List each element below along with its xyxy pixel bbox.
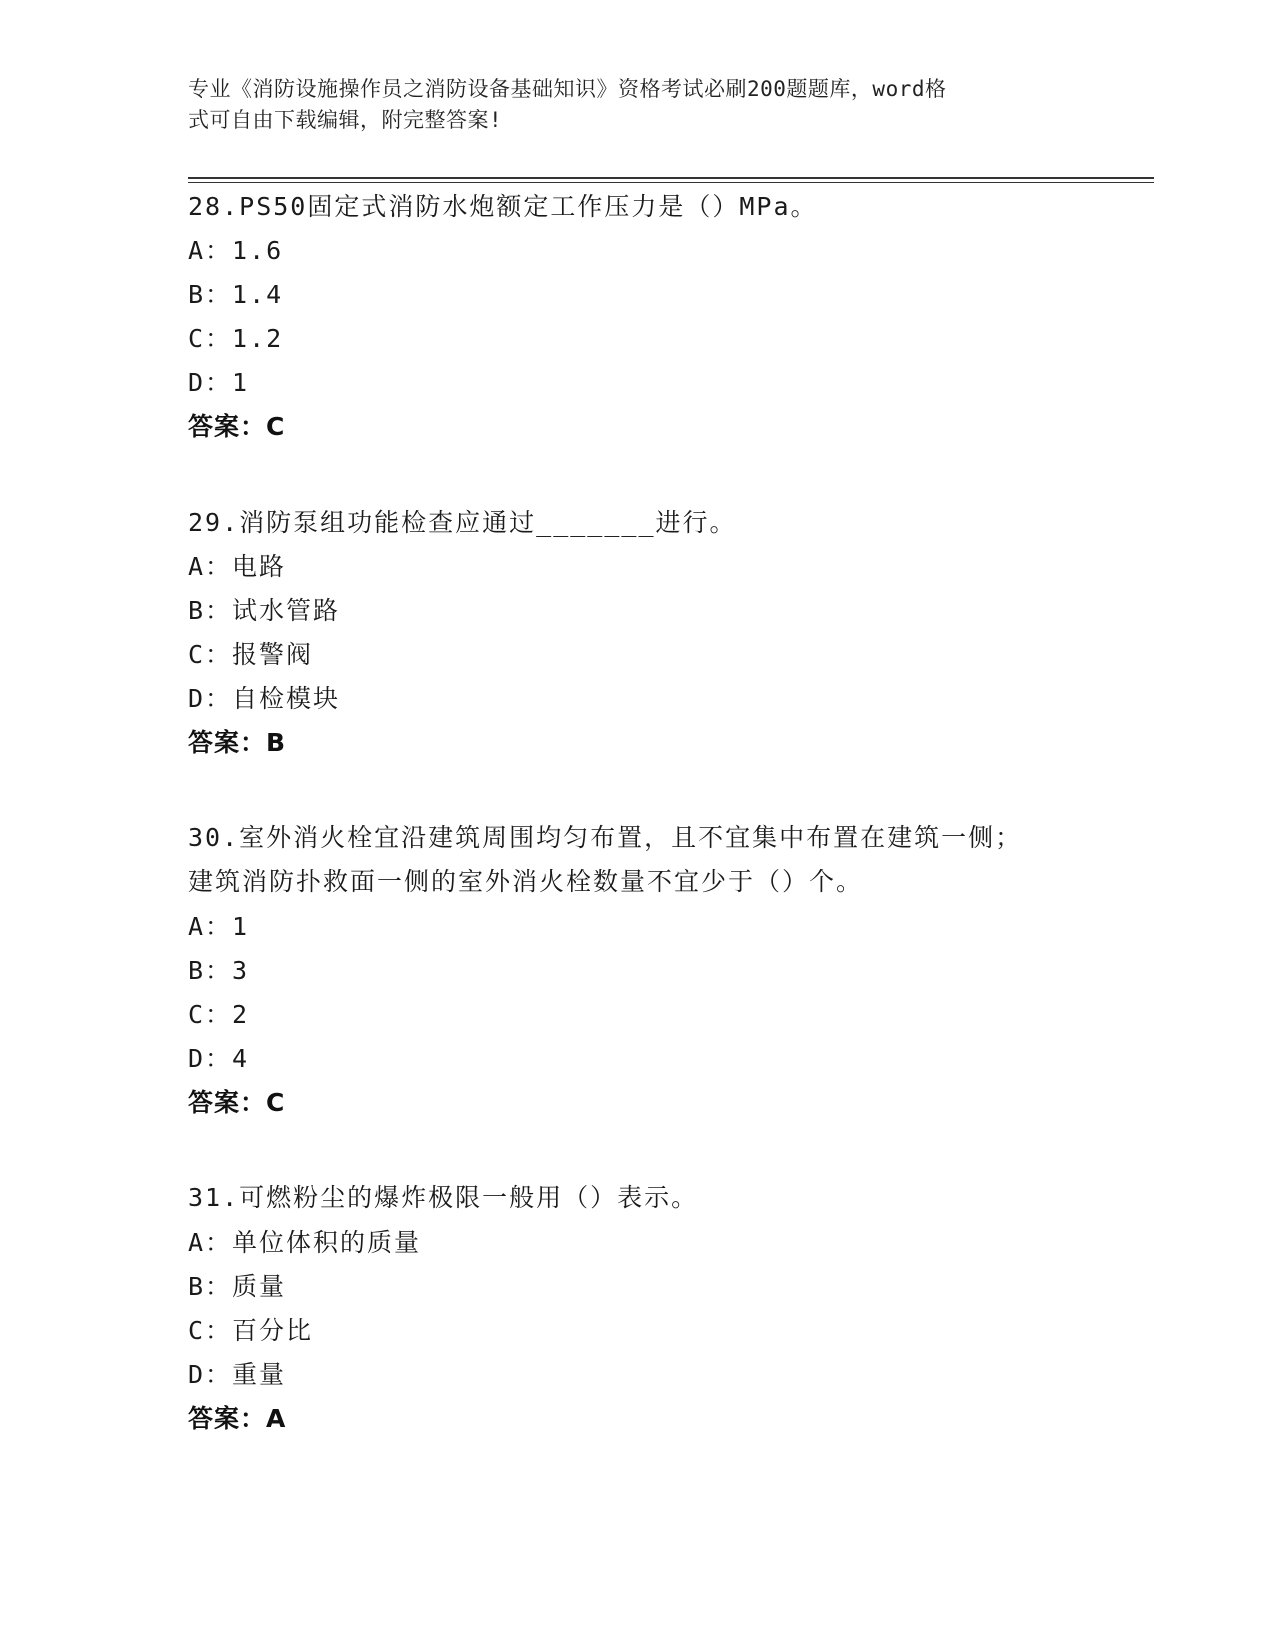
question-stem: 29.消防泵组功能检查应通过_______进行。: [188, 508, 737, 537]
option-a: A：1.6: [188, 236, 284, 265]
option-a: A：1: [188, 912, 250, 941]
option-d: D：重量: [188, 1360, 287, 1389]
option-b: B：试水管路: [188, 596, 341, 625]
option-a: A：电路: [188, 552, 287, 581]
document-header: [188, 74, 1068, 136]
question-stem: 30.室外消火栓宜沿建筑周围均匀布置，且不宜集中布置在建筑一侧；: [188, 823, 1023, 852]
answer: 答案：C: [188, 412, 286, 441]
option-b: B：3: [188, 956, 250, 985]
answer: 答案：C: [188, 1088, 286, 1117]
header-divider-bottom: [188, 182, 1154, 183]
option-c: C：2: [188, 1000, 250, 1029]
option-d: D：自检模块: [188, 684, 341, 713]
option-d: D：1: [188, 368, 250, 397]
question-stem: 28.PS50固定式消防水炮额定工作压力是（）MPa。: [188, 192, 818, 221]
option-a: A：单位体积的质量: [188, 1228, 422, 1257]
question-stem: 31.可燃粉尘的爆炸极限一般用（）表示。: [188, 1183, 699, 1212]
option-b: B：1.4: [188, 280, 284, 309]
option-c: C：百分比: [188, 1316, 314, 1345]
header-line-1: 专业《消防设施操作员之消防设备基础知识》资格考试必刷200题题库，word格: [188, 77, 947, 101]
option-c: C：1.2: [188, 324, 284, 353]
header-line-2: 式可自由下载编辑，附完整答案!: [188, 108, 503, 132]
question-stem-continued: 建筑消防扑救面一侧的室外消火栓数量不宜少于（）个。: [188, 867, 864, 896]
header-divider-top: [188, 177, 1154, 179]
option-b: B：质量: [188, 1272, 287, 1301]
answer: 答案：B: [188, 728, 287, 757]
option-c: C：报警阀: [188, 640, 314, 669]
answer: 答案：A: [188, 1404, 287, 1433]
option-d: D：4: [188, 1044, 250, 1073]
